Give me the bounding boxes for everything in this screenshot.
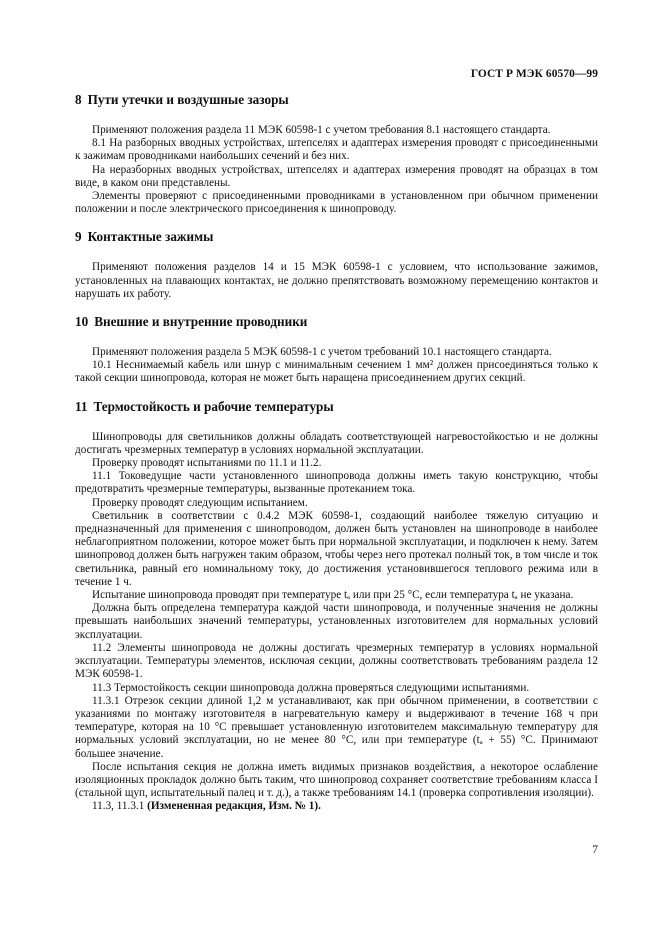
- paragraph: Применяют положения раздела 5 МЭК 60598-1 с учетом требований 10.1 настоящего стандарта.: [92, 346, 552, 359]
- page-number: 7: [592, 843, 598, 856]
- section-heading: 11 Термостойкость и рабочие температуры: [75, 398, 334, 414]
- document-code: ГОСТ Р МЭК 60570—99: [470, 68, 598, 80]
- section-heading: 10 Внешние и внутренние проводники: [75, 314, 308, 330]
- paragraph: Испытание шинопровода проводят при температуре tₐ или при 25 °C, если температура tₐ не указана.: [92, 589, 574, 602]
- page-content: [75, 92, 598, 827]
- paragraph: 10.1 Неснимаемый кабель или шнур с минимальным сечением 1 мм² должен присоединяться только к такой секции шинопровода, которая не может быть наращена присоединением других секций.: [75, 359, 598, 385]
- paragraph: 11.2 Элементы шинопровода не должны достигать чрезмерных температур в условиях нормальной эксплуатации. Температуры элементов, исключая секции, должны соответствовать требованиям раздела 12 МЭК 60598-1.: [75, 641, 598, 681]
- paragraph: 11.3.1 Отрезок секции длиной 1,2 м устанавливают, как при обычном применении, в соответствии с указаниями по монтажу изготовителя в нагревательную камеру и выдерживают в течение 168 ч при температуре, которая на 10 °C превышает установленную изготовителем максимальную температуру для нормальных условий эксплуатации, но не менее 80 °C, или при температуре (tₐ + 55) °C. Принимают большее значение.: [75, 694, 598, 760]
- section-heading: 9 Контактные зажимы: [75, 229, 214, 245]
- paragraph: 11.3 Термостойкость секции шинопровода должна проверяться следующими испытаниями.: [92, 681, 530, 694]
- section-heading: 8 Пути утечки и воздушные зазоры: [75, 92, 289, 107]
- section-10: [75, 314, 598, 386]
- paragraph: 8.1 На разборных вводных устройствах, штепселях и адаптерах измерения проводят с присоединенными к зажимам проводниками наибольших сечений и без них.: [75, 137, 598, 163]
- paragraph: Применяют положения разделов 14 и 15 МЭК 60598-1 с условием, что использование зажимов, установленных на плавающих контактах, не должно препятствовать возможному перемещению контактов и нарушать их работу.: [75, 261, 598, 300]
- paragraph: Светильник в соответствии с 0.4.2 МЭК 60598-1, создающий наиболее тяжелую ситуацию и предназначенный для применения с шинопроводом, должен быть установлен на шинопроводе в наиболее неблагоприятном положении, которое может быть при нормальной эксплуатации, и подключен к нему. Затем шинопровод должен быть нагружен таким образом, чтобы через него протекал полный ток, в том числе и ток светильника, равный его номинальному току, до достижения установившегося теплового режима или в течение 1 ч.: [75, 509, 598, 588]
- amendment-note: 11.3, 11.3.1 (Измененная редакция, Изм. № 1).: [92, 800, 321, 813]
- paragraph: Элементы проверяют с присоединенными проводниками в установленном при обычном применении положении и после электрического присоединения к шинопроводу.: [75, 190, 598, 216]
- section-11: [75, 399, 598, 814]
- paragraph: Применяют положения раздела 11 МЭК 60598-1 с учетом требования 8.1 настоящего стандарта.: [92, 124, 551, 136]
- paragraph: Должна быть определена температура каждой части шинопровода, и полученные значения не должны превышать наибольших значений температуры, установленных изготовителем для нормальных условий эксплуатации.: [75, 602, 598, 641]
- paragraph: 11.1 Токоведущие части установленного шинопровода должны иметь такую конструкцию, чтобы предотвратить чрезмерные температуры, вызванные протеканием тока.: [75, 470, 598, 496]
- section-8: [75, 92, 598, 216]
- paragraph: Шинопроводы для светильников должны обладать соответствующей нагревостойкостью и не должны достигать чрезмерных температур в условиях нормальной эксплуатации.: [75, 430, 598, 456]
- section-9: [75, 229, 598, 301]
- paragraph: На неразборных вводных устройствах, штепселях и адаптерах измерения проводят на образцах в том виде, в каком они представлены.: [75, 163, 598, 189]
- paragraph: Проверку проводят испытаниями по 11.1 и 11.2.: [92, 457, 322, 470]
- paragraph: После испытания секция не должна иметь видимых признаков воздействия, а некоторое ослабление изоляционных прокладок должно быть таким, что шинопровод сохраняет соответствие требованиям класса I (стальной щуп, испытательный палец и т. д.), а также требованиям 14.1 (проверка сопротивления изоляции).: [75, 760, 598, 800]
- paragraph: Проверку проводят следующим испытанием.: [92, 496, 308, 509]
